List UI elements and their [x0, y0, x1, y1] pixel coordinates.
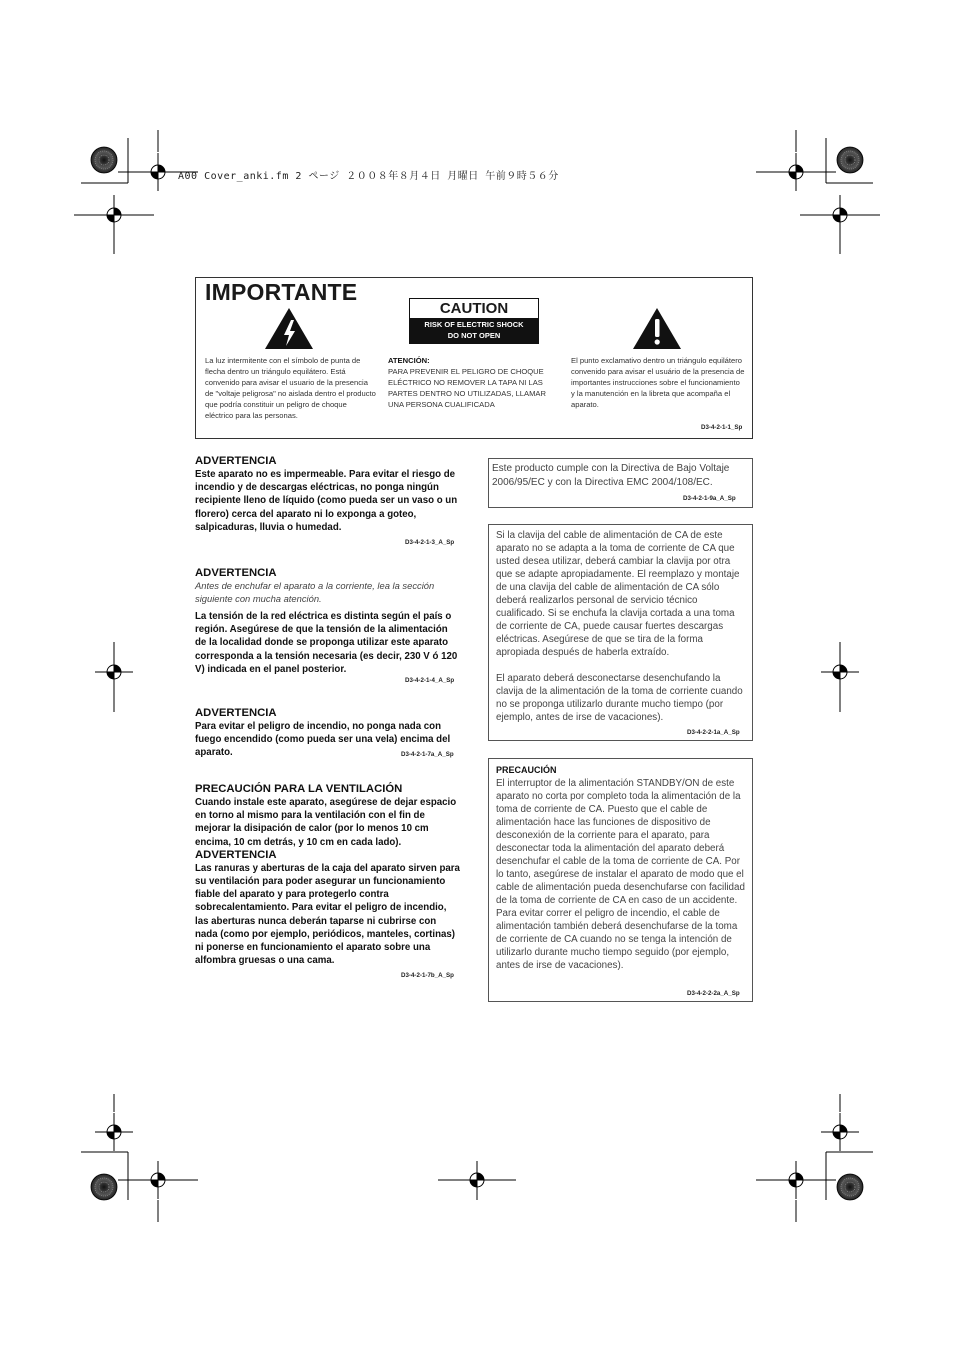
advertencia-text-1: Este aparato no es impermeable. Para evitar el riesgo de incendio y de descargas eléctricas, no ponga ningún recipiente lleno de líquido (como pueda ser un vaso o un florero) cerca del aparato ni lo exponga a goteo, salpicaduras, lluvia o humedad. [195, 469, 458, 533]
advertencia-text-3: Para evitar el peligro de incendio, no ponga nada con fuego encendido (como pueda ser una vela) encima del aparato. [195, 721, 451, 759]
clavija-text-2: El aparato deberá desconectarse desenchufando la clavija de la alimentación de la toma de corriente cuando no se proponga utilizarlo durante mucho tiempo (por ejemplo, antes de irse de vacaciones). [496, 673, 743, 723]
advertencia-heading-5: ADVERTENCIA [195, 848, 277, 861]
clavija-text: Si la clavija del cable de alimentación de CA de este aparato no se adapta a la toma de corriente de CA que usted desea utilizar, deberá cambiar la clavija por otra que se adapte apropiadamente. El reemplazo y montaje de una clavija del cable de alimentación de CA sólo deberá realizarlos personal de servicio técnico cualificado. Si se enchufa la clavija cortada a una toma de corriente de CA, puede causar fuertes descargas eléctricas. Asegúrese de que se tira de la forma apropiada después de haberla extraído. [496, 530, 740, 658]
importante-code: D3-4-2-1-1_Sp [701, 424, 743, 431]
lightning-explanation: La luz intermitente con el símbolo de punta de flecha dentro un triángulo equilátero. Está convenido para avisar el usuario de la presencia de "voltaje peligrosa" no aislada dentro el producto que podría constituir un peligro de choque eléctrico para las personas. [205, 356, 376, 420]
advertencia-code-2: D3-4-2-1-4_A_Sp [405, 677, 455, 684]
precaucion-title: PRECAUCIÓN [496, 765, 557, 775]
ventilacion-heading: PRECAUCIÓN PARA LA VENTILACIÓN [195, 783, 403, 795]
lightning-warning-icon [264, 306, 314, 350]
caution-title: CAUTION [439, 300, 509, 317]
advertencia-heading-2: ADVERTENCIA [195, 567, 277, 579]
exclamation-warning-icon [632, 306, 682, 350]
attention-title: ATENCIÓN: [388, 356, 430, 365]
attention-text: PARA PREVENIR EL PELIGRO DE CHOQUE ELÉCTRICO NO REMOVER LA TAPA NI LAS PARTES DENTRO NO UTILIZADAS, LLAMAR UNA PERSONA CUALIFICADA [388, 366, 546, 409]
ventilacion-text: Cuando instale este aparato, asegúrese de dejar espacio en torno al mismo para la ventilación con el fin de mejorar la disipación de calor (por lo menos 10 cm encima, 10 cm detrás, y 10 cm en cada lado). [195, 797, 457, 848]
precaucion-box [488, 758, 753, 1002]
advertencia-italic-2: Antes de enchufar el aparato a la corriente, lea la sección siguiente con mucha atención. [195, 580, 435, 604]
directiva-text: Este producto cumple con la Directiva de Bajo Voltaje 2006/95/EC y con la Directiva EMC 2004/108/EC. [492, 463, 730, 488]
directiva-code: D3-4-2-1-9a_A_Sp [683, 495, 736, 502]
advertencia-code-3: D3-4-2-1-7a_A_Sp [401, 751, 454, 758]
caution-subtitle [410, 318, 538, 343]
file-header-line: A00 Cover_anki.fm 2 ページ ２００８年８月４日 月曜日 午前９時５６分 [178, 171, 559, 182]
importante-title: IMPORTANTE [205, 279, 358, 305]
directiva-box [488, 458, 753, 508]
clavija-box [488, 524, 753, 741]
advertencia-code-1: D3-4-2-1-3_A_Sp [405, 539, 455, 546]
caution-subtitle-line1: RISK OF ELECTRIC SHOCK [424, 320, 524, 329]
caution-subtitle-line2: DO NOT OPEN [447, 331, 501, 340]
advertencia-heading-1: ADVERTENCIA [195, 455, 277, 467]
advertencia-code-5: D3-4-2-1-7b_A_Sp [401, 972, 454, 979]
exclamation-explanation: El punto exclamativo dentro un triángulo equilátero convenido para avisar el usuário de la presencia de importantes instrucciones sobre el funcionamiento y la manutención en la libreta que acompaña el aparato. [571, 356, 745, 409]
caution-label [409, 298, 539, 344]
advertencia-heading-3: ADVERTENCIA [195, 707, 277, 719]
advertencia-text-5: Las ranuras y aberturas de la caja del aparato sirven para su ventilación para poder asegurar un funcionamiento fiable del aparato y para protegerlo contra sobrecalentamiento. Para evitar el peligro de incendio, las aberturas nunca deberán taparse ni cubrirse con nada (como por ejemplo, periódicos, manteles, cortinas) ni ponerse en funcionamiento el aparato sobre una alfombra gruesas o una cama. [195, 862, 460, 967]
left-column [195, 455, 461, 534]
clavija-code: D3-4-2-2-1a_A_Sp [687, 729, 740, 736]
precaucion-code: D3-4-2-2-2a_A_Sp [687, 990, 740, 997]
advertencia-text-2: La tensión de la red eléctrica es distinta según el país o región. Asegúrese de que la tensión de la alimentación de la localidad donde se proponga utilizar este aparato corresponda a la tensión necesaria (es decir, 230 V ó 120 V) indicada en el panel posterior. [195, 611, 458, 675]
precaucion-text: El interruptor de la alimentación STANDBY/ON de este aparato no corta por completo toda la alimentación de la toma de corriente de CA. Puesto que el cable de alimentación hace las funciones de dispositivo de desconexión de la corriente para el aparato, para desconectar toda la alimentación del aparato deberá desenchufar el cable de la toma de corriente de CA. Por lo tanto, asegúrese de instalar el aparato de modo que el cable de alimentación pueda desenchufarse con facilidad de la toma de corriente de CA en caso de un accidente. Para evitar correr el peligro de incendio, el cable de alimentación también deberá desenchufarse de la toma de corriente de CA cuando no se tenga la intención de utilizarlo durante mucho tiempo seguido (por ejemplo, antes de irse de vacaciones). [496, 778, 745, 971]
